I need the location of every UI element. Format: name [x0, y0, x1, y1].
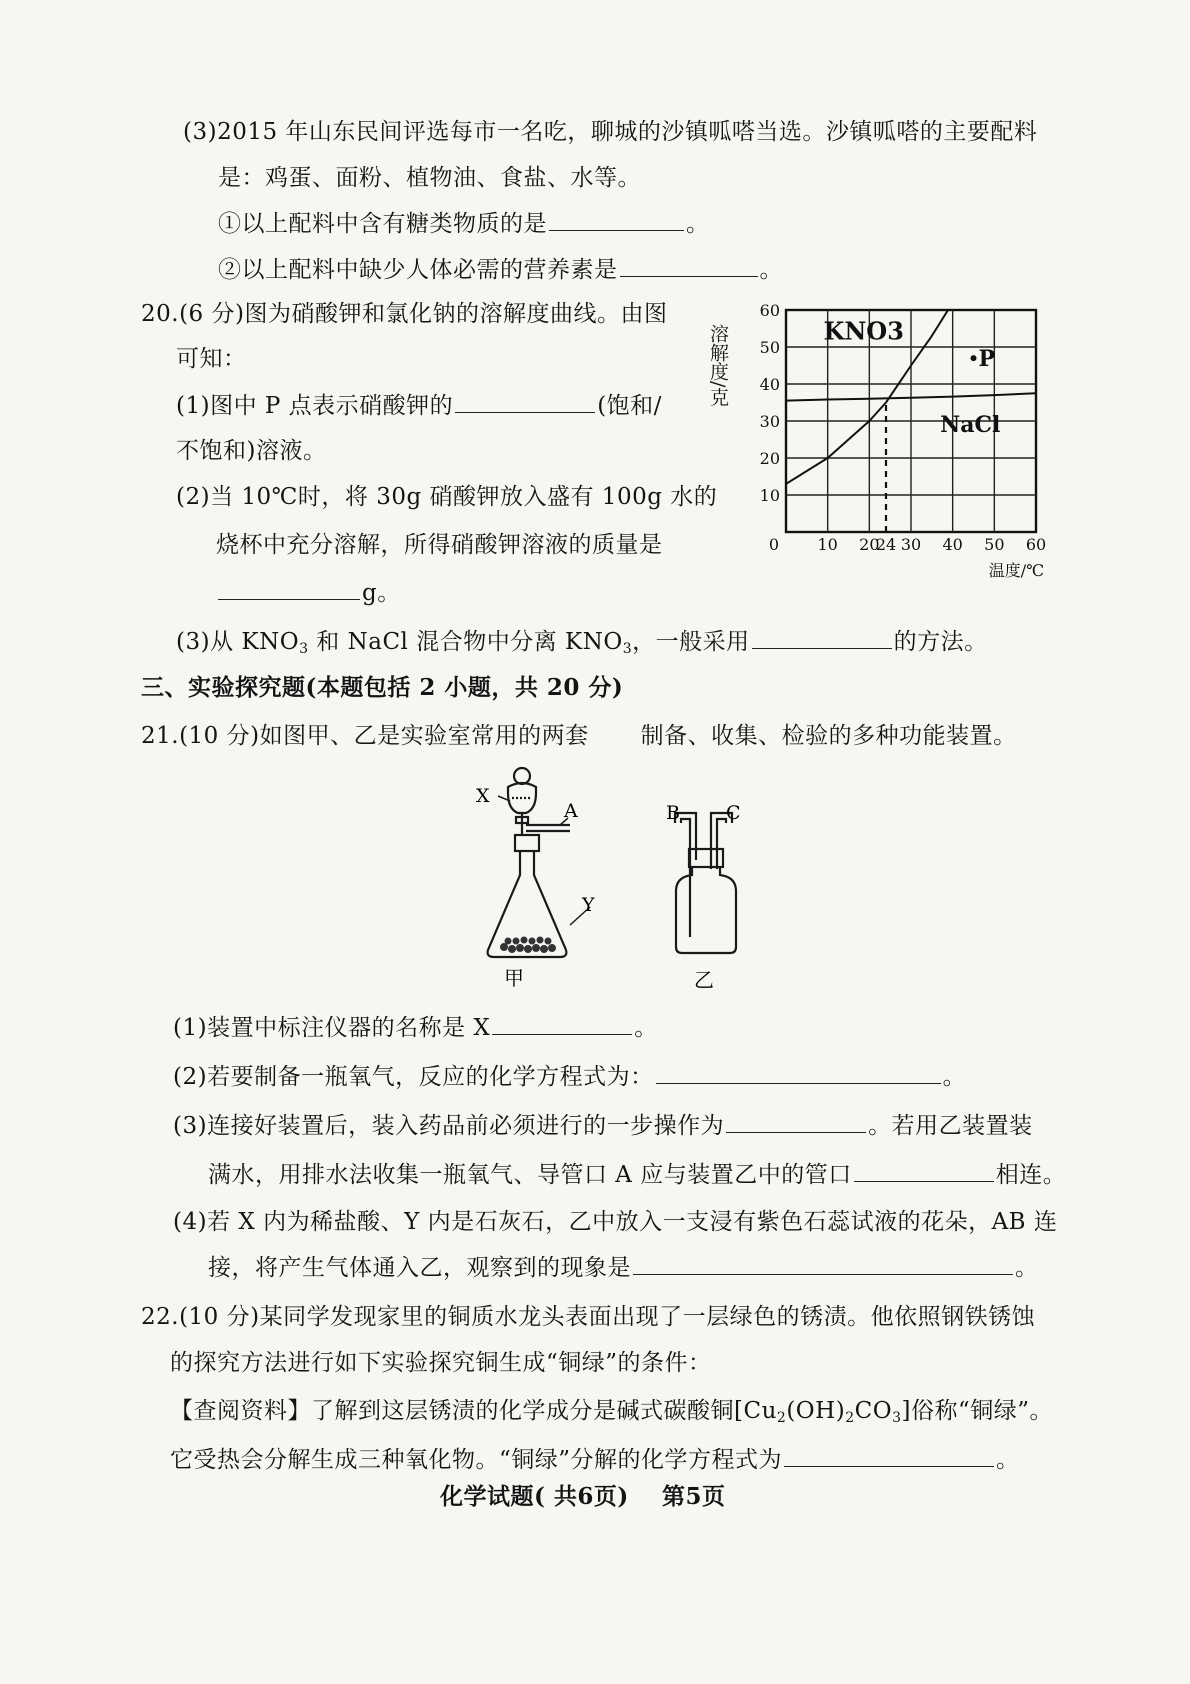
y-tick-label: 60 [759, 301, 780, 320]
y-tick-label: 50 [759, 338, 780, 357]
solubility-chart-svg [706, 296, 1066, 596]
answer-blank[interactable] [656, 1061, 941, 1084]
label-b: B [666, 802, 680, 824]
label-c: C [726, 802, 741, 824]
q19-3-sub1: ①以上配料中含有糖类物质的是 。 [218, 208, 710, 239]
q20-line2: 可知： [176, 346, 247, 372]
point-p-marker [971, 355, 977, 361]
x-tick-label: 20 [859, 535, 880, 554]
y-tick-label: 30 [759, 412, 780, 431]
answer-blank[interactable] [455, 390, 595, 413]
x-tick-label: 60 [1025, 535, 1047, 554]
label-y: Y [582, 894, 595, 916]
label-a: A [564, 800, 578, 822]
x-tick-label: 30 [900, 535, 922, 554]
apparatus-jia [488, 768, 590, 957]
q22-line4: 它受热会分解生成三种氧化物。“铜绿”分解的化学方程式为 。 [170, 1444, 1020, 1475]
y-tick-label: 20 [759, 449, 780, 468]
q21-part3a: (3)连接好装置后，装入药品前必须进行的一步操作为 。若用乙装置装 [173, 1110, 1033, 1141]
q20-part1a: (1)图中 P 点表示硝酸钾的 (饱和/ [176, 390, 662, 421]
q19-3-line1: (3)2015 年山东民间评选每市一名吃，聊城的沙镇呱嗒当选。沙镇呱嗒的主要配料 [183, 119, 1038, 145]
q19-3-line2: 是：鸡蛋、面粉、植物油、食盐、水等。 [218, 165, 641, 191]
x-tick-label: 24 [875, 535, 897, 554]
answer-blank[interactable] [752, 626, 892, 649]
q21-line1: 21.(10 分)如图甲、乙是实验室常用的两套 制备、收集、检验的多种功能装置。 [141, 723, 1017, 749]
y-tick-label: 40 [759, 375, 780, 394]
q19-3-sub2: ②以上配料中缺少人体必需的营养素是 。 [218, 254, 783, 285]
q20-part2c: g。 [216, 577, 401, 608]
apparatus-yi [675, 813, 736, 953]
footer-title: 化学试题( 共6页) [440, 1483, 629, 1510]
q20-part1b: 不饱和)溶液。 [176, 438, 327, 464]
q20-part3: (3)从 $KNO_3$ 和 NaCl 混合物中分离 $KNO_3$，一般采用 的方法。 [176, 626, 988, 664]
label-jia: 甲 [504, 966, 524, 990]
answer-blank[interactable] [784, 1444, 994, 1467]
answer-blank[interactable] [620, 254, 758, 277]
apparatus-figure [470, 765, 770, 999]
delivery-tube-a [526, 825, 570, 831]
q22-line1: 22.(10 分)某同学发现家里的铜质水龙头表面出现了一层绿色的锈渍。他依照钢铁锈蚀 [141, 1304, 1036, 1330]
limestone-particles [500, 937, 556, 954]
answer-blank[interactable] [726, 1110, 866, 1133]
answer-blank[interactable] [218, 577, 360, 600]
apparatus-svg [470, 765, 770, 995]
x-tick-label: 40 [942, 535, 963, 554]
q21-part3b: 满水，用排水法收集一瓶氧气、导管口 A 应与装置乙中的管口 相连。 [208, 1159, 1066, 1190]
q21-part4b: 接，将产生气体通入乙，观察到的现象是 。 [208, 1252, 1039, 1283]
point-p-label: P [978, 346, 996, 373]
answer-blank[interactable] [549, 208, 684, 231]
x-tick-label: 50 [984, 535, 1005, 554]
answer-blank[interactable] [854, 1159, 994, 1182]
x-tick-label: 0 [768, 535, 780, 554]
x-tick-label: 10 [817, 535, 838, 554]
y-tick-label: 10 [759, 486, 780, 505]
q21-part4a: (4)若 X 内为稀盐酸、Y 内是石灰石，乙中放入一支浸有紫色石蕊试液的花朵，AB 连 [173, 1209, 1058, 1235]
solubility-chart [706, 296, 1066, 600]
q20-line1: 20.(6 分)图为硝酸钾和氯化钠的溶解度曲线。由图 [141, 301, 668, 327]
q21-part1: (1)装置中标注仪器的名称是 X 。 [173, 1012, 658, 1043]
footer-page: 第5页 [662, 1483, 726, 1510]
answer-blank[interactable] [633, 1252, 1013, 1275]
funnel-stopper [514, 768, 530, 784]
series-label-kno3: KNO3 [823, 316, 904, 346]
series-label-nacl: NaCl [940, 412, 1001, 439]
q20-part2a: (2)当 10℃时，将 30g 硝酸钾放入盛有 100g 水的 [176, 484, 718, 510]
x-axis-label: 温度/℃ [988, 561, 1044, 580]
gas-bottle [676, 867, 736, 953]
answer-blank[interactable] [492, 1012, 632, 1035]
section-3-heading: 三、实验探究题(本题包括 2 小题，共 20 分) [141, 674, 624, 701]
q22-line3: 【查阅资料】了解到这层锈渍的化学成分是碱式碳酸铜$[Cu_2(OH)_2CO_3]$俗称“铜绿”。 [170, 1398, 1053, 1426]
q22-line2: 的探究方法进行如下实验探究铜生成“铜绿”的条件： [170, 1350, 712, 1376]
y-axis-label: 溶解度/克 [707, 324, 729, 407]
q21-part2: (2)若要制备一瓶氧气，反应的化学方程式为： 。 [173, 1061, 966, 1092]
flask-stopper [515, 835, 539, 851]
q20-part2b: 烧杯中充分溶解，所得硝酸钾溶液的质量是 [216, 532, 663, 558]
label-x: X [476, 785, 490, 807]
label-yi: 乙 [694, 968, 714, 992]
